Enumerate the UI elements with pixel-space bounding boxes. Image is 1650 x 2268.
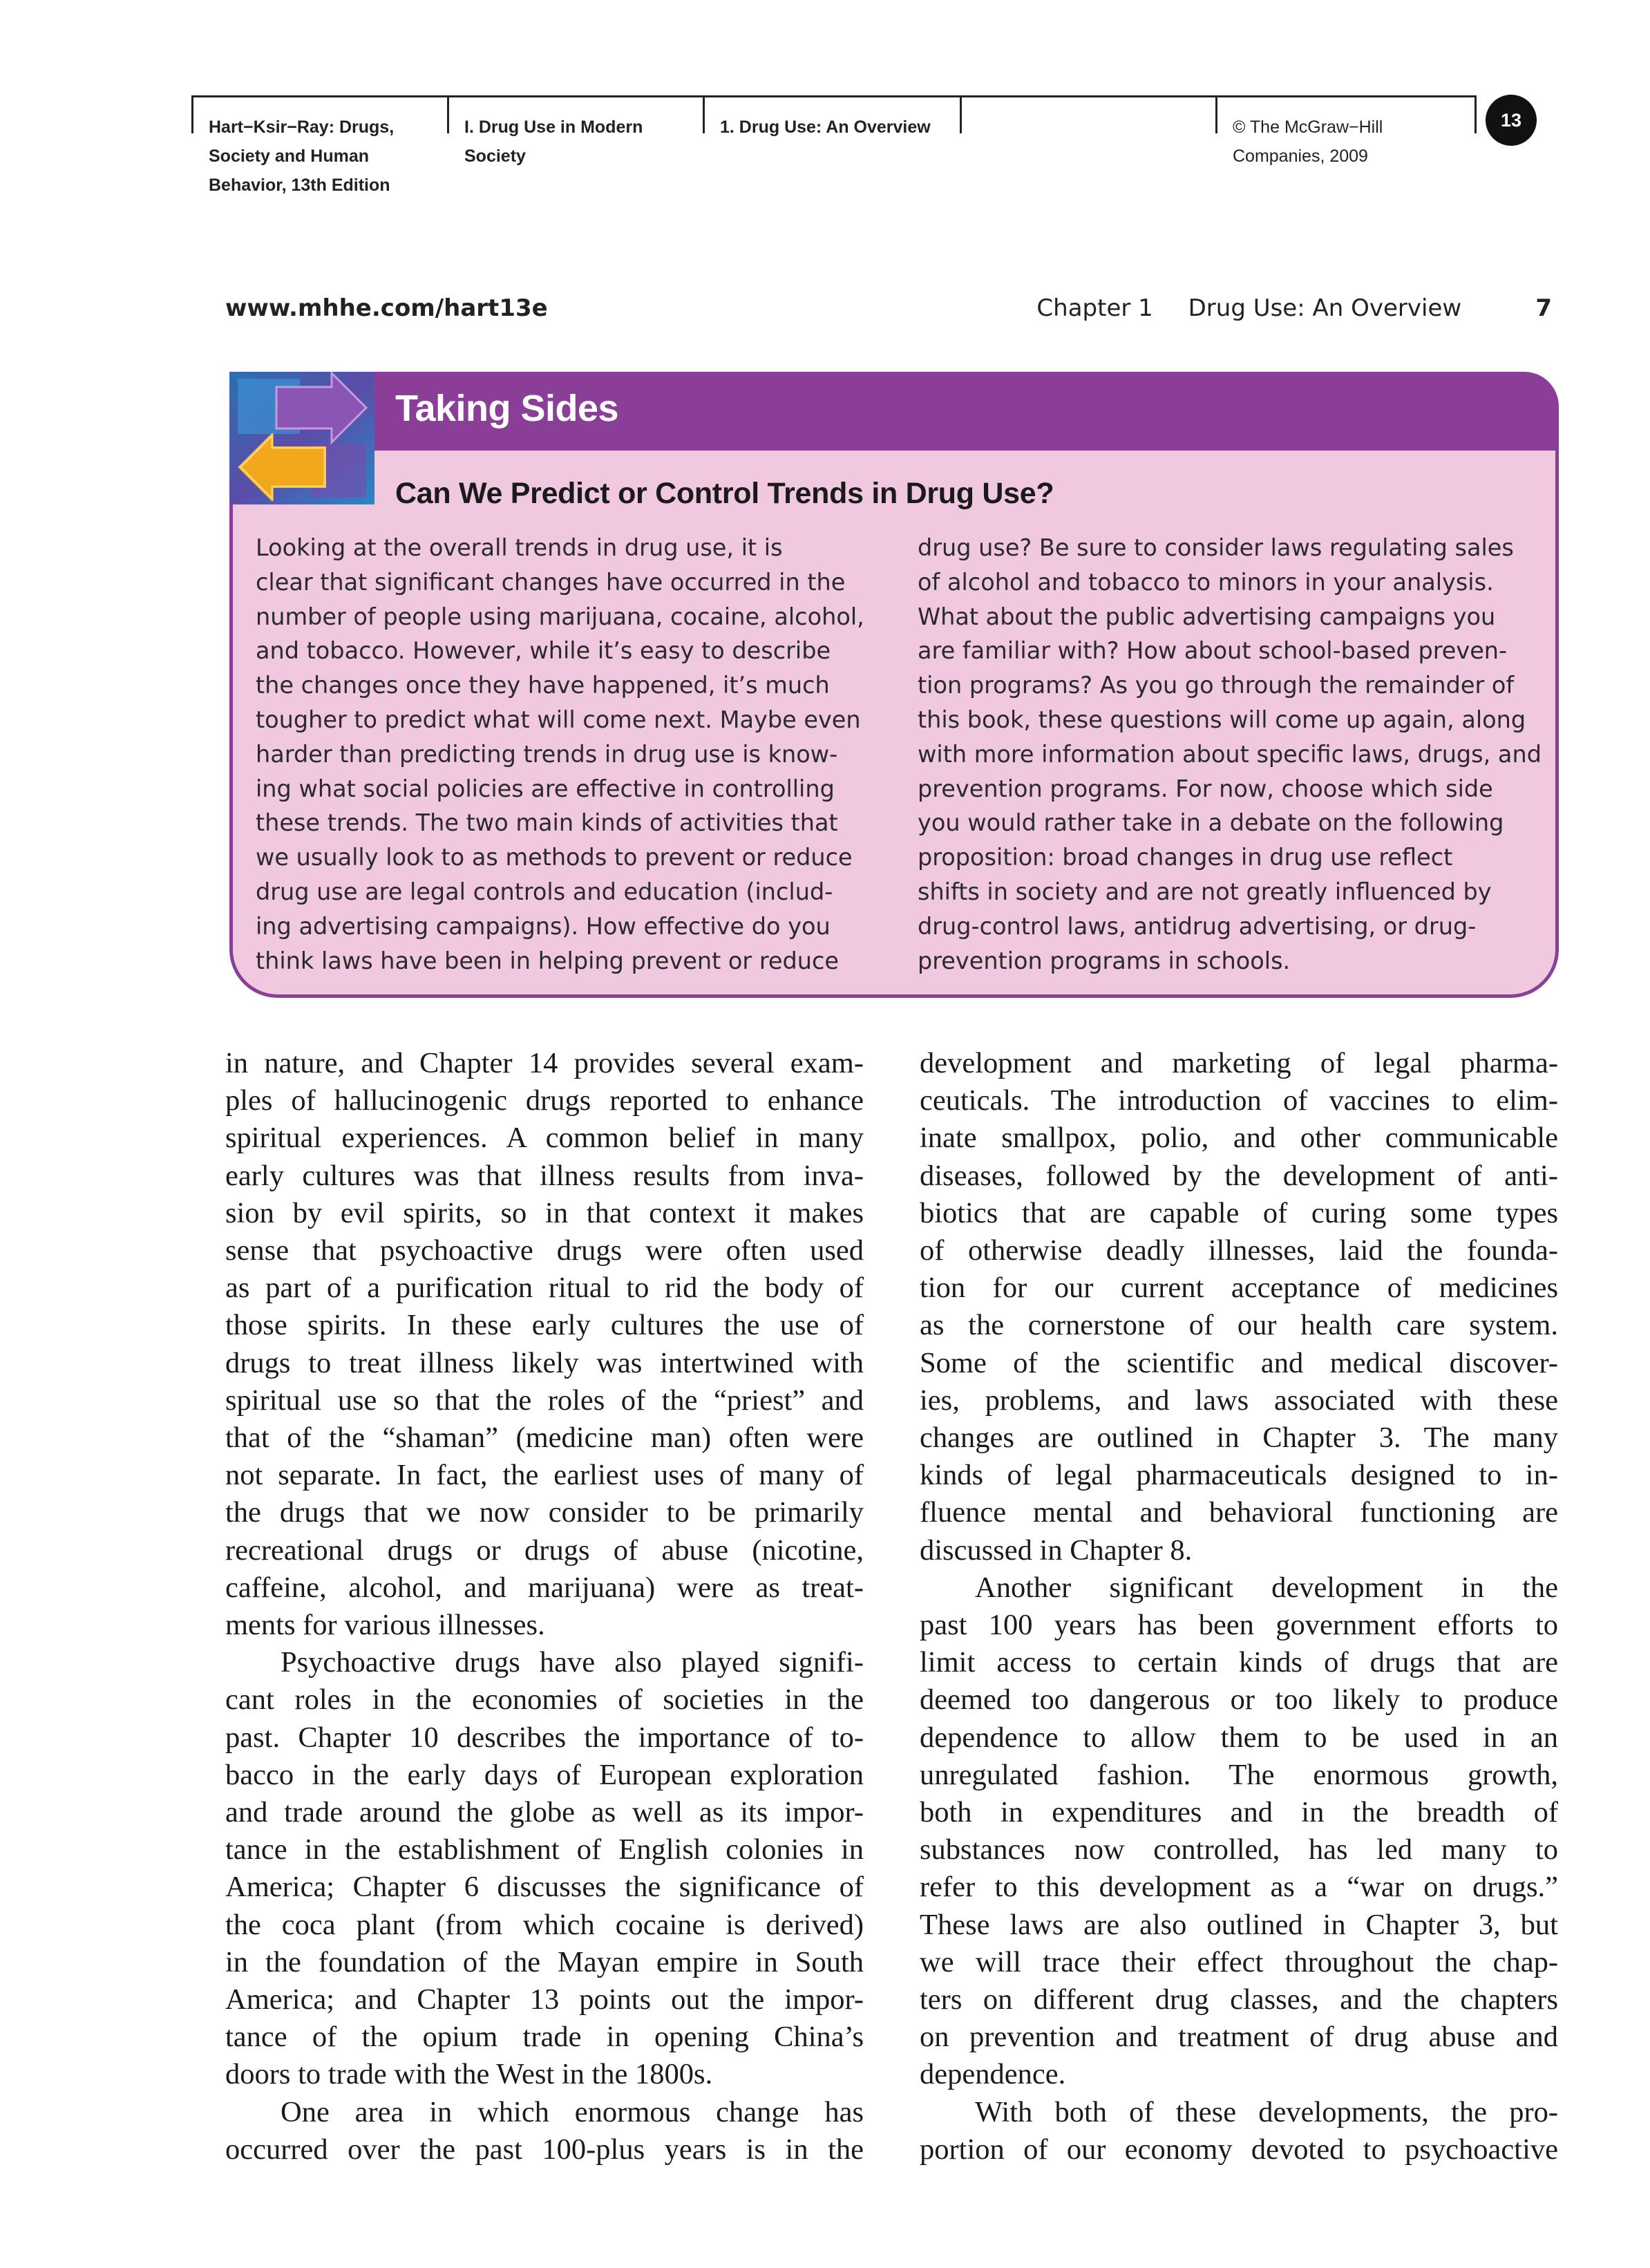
- box-text-line: clear that significant changes have occurred in the: [256, 568, 846, 596]
- box-text-line: prevention programs. For now, choose which side: [918, 775, 1493, 802]
- opposing-arrows-icon: [229, 372, 374, 504]
- body-text-line: These laws are also outlined in Chapter 3, but: [920, 1908, 1558, 1941]
- body-text-line: America; Chapter 6 discusses the significance of: [225, 1871, 864, 1904]
- body-text-line: ies, problems, and laws associated with these: [920, 1383, 1558, 1417]
- header-book-title: Hart−Ksir−Ray: Drugs, Society and Human Behavior, 13th Edition: [191, 95, 449, 133]
- body-text-line: inate smallpox, polio, and other communicable: [920, 1122, 1558, 1155]
- body-text-line: that of the “shaman” (medicine man) often were: [225, 1421, 864, 1455]
- body-text-line: as part of a purification ritual to rid the body of: [225, 1272, 864, 1305]
- body-text-line: fluence mental and behavioral functioning are: [920, 1496, 1558, 1529]
- body-text-line: ters on different drug classes, and the chapters: [920, 1983, 1558, 2016]
- body-text-line: the coca plant (from which cocaine is derived): [225, 1908, 864, 1941]
- body-text-line: dependence.: [920, 2058, 1066, 2091]
- box-text-line: you would rather take in a debate on the following: [918, 809, 1504, 837]
- running-header-tabs: [191, 95, 1477, 227]
- body-text-line: in the foundation of the Mayan empire in South: [225, 1945, 864, 1978]
- body-text-line: deemed too dangerous or too likely to produce: [920, 1683, 1558, 1717]
- body-text-line: bacco in the early days of European exploration: [225, 1758, 864, 1791]
- box-text-line: shifts in society and are not greatly influenced by: [918, 878, 1492, 905]
- box-text-line: this book, these questions will come up again, along: [918, 706, 1526, 733]
- body-text-line: tance in the establishment of English colonies in: [225, 1833, 864, 1867]
- body-text-line: diseases, followed by the development of anti-: [920, 1159, 1558, 1192]
- body-text-line: dependence to allow them to be used in an: [920, 1721, 1558, 1754]
- box-text-line: ing advertising campaigns). How effective do you: [256, 912, 831, 940]
- chapter-title: Drug Use: An Overview: [1188, 294, 1462, 322]
- box-text-line: ing what social policies are effective in controlling: [256, 775, 835, 802]
- body-text-line: portion of our economy devoted to psychoactive: [920, 2133, 1558, 2166]
- box-text-line: think laws have been in helping prevent or reduce: [256, 947, 840, 974]
- box-text-line: proposition: broad changes in drug use reflect: [918, 844, 1453, 871]
- body-text-line: discussed in Chapter 8.: [920, 1533, 1193, 1567]
- body-text-line: past 100 years has been government efforts to: [920, 1609, 1558, 1642]
- body-text-line: spiritual use so that the roles of the “priest” and: [225, 1383, 864, 1417]
- body-text-line: spiritual experiences. A common belief in many: [225, 1122, 864, 1155]
- taking-sides-title: Taking Sides: [395, 388, 619, 429]
- body-text-line: of otherwise deadly illnesses, laid the founda-: [920, 1234, 1558, 1267]
- taking-sides-box: [229, 372, 1559, 998]
- body-text-line: limit access to certain kinds of drugs that are: [920, 1646, 1558, 1679]
- body-text-line: doors to trade with the West in the 1800s.: [225, 2058, 713, 2091]
- box-text-line: we usually look to as methods to prevent or reduce: [256, 844, 853, 871]
- box-text-line: with more information about specific laws, drugs, and: [918, 740, 1542, 768]
- taking-sides-question: Can We Predict or Control Trends in Drug Use?: [395, 477, 1054, 510]
- header-empty-cell: [960, 95, 1217, 133]
- body-text-line: Some of the scientific and medical discover-: [920, 1346, 1558, 1379]
- body-text-line: unregulated fashion. The enormous growth,: [920, 1758, 1558, 1791]
- body-text-line: occurred over the past 100-plus years is in the: [225, 2133, 864, 2166]
- body-text-line: One area in which enormous change has: [281, 2095, 864, 2128]
- body-left-column: [225, 1045, 864, 2168]
- body-text-line: Psychoactive drugs have also played signifi-: [281, 1646, 864, 1679]
- box-text-line: of alcohol and tobacco to minors in your analysis.: [918, 568, 1494, 596]
- box-text-line: number of people using marijuana, cocaine, alcohol,: [256, 603, 864, 630]
- body-text-line: America; and Chapter 13 points out the impor-: [225, 1983, 864, 2016]
- body-text-line: both in expenditures and in the breadth of: [920, 1796, 1558, 1829]
- body-text-line: biotics that are capable of curing some types: [920, 1196, 1558, 1229]
- taking-sides-left-column: [256, 531, 864, 978]
- box-text-line: Looking at the overall trends in drug use, it is: [256, 534, 783, 561]
- body-text-line: tion for our current acceptance of medicines: [920, 1272, 1558, 1305]
- page-number: 7: [1535, 294, 1552, 322]
- body-text-line: development and marketing of legal pharma-: [920, 1047, 1558, 1079]
- box-text-line: prevention programs in schools.: [918, 947, 1291, 974]
- box-text-line: the changes once they have happened, it’s much: [256, 672, 830, 699]
- body-text-line: as the cornerstone of our health care system.: [920, 1309, 1558, 1342]
- body-text-line: Another significant development in the: [975, 1571, 1558, 1604]
- body-text-line: cant roles in the economies of societies in the: [225, 1683, 864, 1717]
- body-text-line: ples of hallucinogenic drugs reported to enhance: [225, 1084, 864, 1117]
- header-copyright: © The McGraw−Hill Companies, 2009: [1215, 95, 1477, 133]
- body-text-line: sion by evil spirits, so in that context it makes: [225, 1196, 864, 1229]
- body-text-line: the drugs that we now consider to be primarily: [225, 1496, 864, 1529]
- box-text-line: these trends. The two main kinds of activities that: [256, 809, 838, 837]
- page-badge: 13: [1486, 95, 1537, 146]
- body-text-line: ments for various illnesses.: [225, 1609, 545, 1642]
- box-text-line: What about the public advertising campaigns you: [918, 603, 1496, 630]
- body-right-column: [920, 1045, 1558, 2168]
- body-text-line: those spirits. In these early cultures the use of: [225, 1309, 864, 1342]
- box-text-line: drug use are legal controls and education (includ-: [256, 878, 833, 905]
- body-text-line: and trade around the globe as well as its impor-: [225, 1796, 864, 1829]
- box-text-line: tougher to predict what will come next. Maybe even: [256, 706, 861, 733]
- box-text-line: harder than predicting trends in drug use is know-: [256, 740, 838, 768]
- body-text-line: in nature, and Chapter 14 provides several exam-: [225, 1047, 864, 1079]
- body-text-line: past. Chapter 10 describes the importance of to-: [225, 1721, 864, 1754]
- box-text-line: drug-control laws, antidrug advertising, or drug-: [918, 912, 1477, 940]
- body-text-line: not separate. In fact, the earliest uses of many of: [225, 1459, 864, 1492]
- running-head-chapter: [1036, 294, 1552, 322]
- body-text-line: on prevention and treatment of drug abuse and: [920, 2021, 1558, 2054]
- chapter-label: Chapter 1: [1036, 294, 1153, 322]
- body-text-line: drugs to treat illness likely was intertwined with: [225, 1346, 864, 1379]
- body-text-line: substances now controlled, has led many to: [920, 1833, 1558, 1867]
- box-text-line: drug use? Be sure to consider laws regulating sales: [918, 534, 1514, 561]
- header-chapter-title: 1. Drug Use: An Overview: [703, 95, 962, 133]
- body-text-line: kinds of legal pharmaceuticals designed to in-: [920, 1459, 1558, 1492]
- body-text-line: ceuticals. The introduction of vaccines to elim-: [920, 1084, 1558, 1117]
- box-text-line: and tobacco. However, while it’s easy to describe: [256, 637, 831, 665]
- box-text-line: tion programs? As you go through the remainder of: [918, 672, 1515, 699]
- taking-sides-right-column: [918, 531, 1542, 978]
- body-text-line: changes are outlined in Chapter 3. The many: [920, 1421, 1558, 1455]
- body-text-line: sense that psychoactive drugs were often used: [225, 1234, 864, 1267]
- header-part-title: I. Drug Use in Modern Society: [447, 95, 705, 133]
- body-text-line: tance of the opium trade in opening China’s: [225, 2021, 864, 2054]
- body-text-line: caffeine, alcohol, and marijuana) were as treat-: [225, 1571, 864, 1604]
- body-text-line: refer to this development as a “war on drugs.”: [920, 1871, 1558, 1904]
- website-url: www.mhhe.com/hart13e: [225, 294, 548, 322]
- body-text-line: With both of these developments, the pro-: [975, 2095, 1558, 2128]
- body-text-line: recreational drugs or drugs of abuse (nicotine,: [225, 1533, 864, 1567]
- box-text-line: are familiar with? How about school-based preven-: [918, 637, 1508, 665]
- body-text-line: we will trace their effect throughout the chap-: [920, 1945, 1558, 1978]
- body-text-line: early cultures was that illness results from inva-: [225, 1159, 864, 1192]
